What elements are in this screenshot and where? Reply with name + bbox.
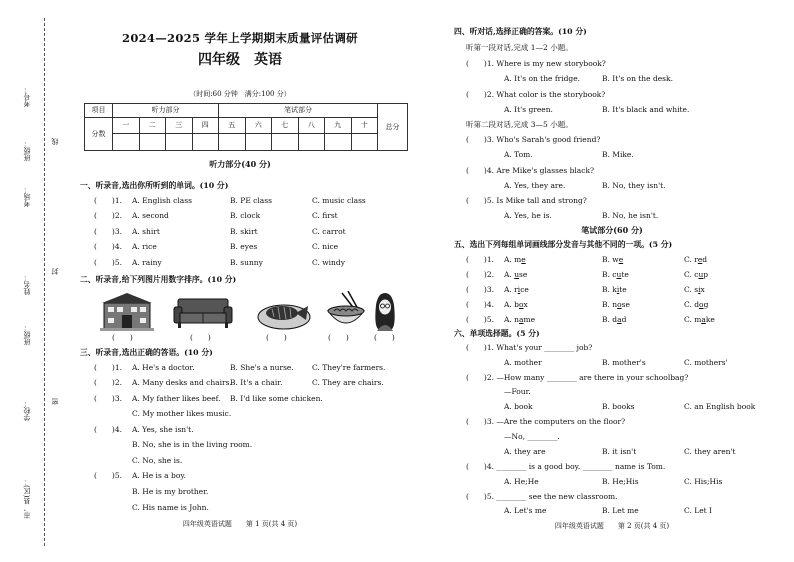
score-cell[interactable] bbox=[351, 134, 378, 151]
q3-option-a: A. Yes, she isn't. bbox=[132, 425, 194, 434]
q6-option-b: B. Let me bbox=[602, 506, 639, 515]
score-cell[interactable] bbox=[139, 134, 166, 151]
q6-option-a: A. book bbox=[504, 402, 533, 411]
noodles-bowl-picture bbox=[326, 291, 366, 331]
q5-item-number: ( )4. bbox=[466, 300, 495, 309]
q5-option-a: A. me bbox=[504, 255, 526, 264]
q5-option-c: C. red bbox=[684, 255, 708, 264]
score-cell[interactable] bbox=[325, 134, 352, 151]
q4-option-b: B. No, he isn't. bbox=[602, 211, 659, 220]
binding-strip bbox=[0, 0, 62, 562]
sofa-picture bbox=[172, 291, 234, 331]
seal-char-secret: 密 bbox=[51, 398, 59, 405]
q6-option-b: B. books bbox=[602, 402, 635, 411]
q1-option-a: A. English class bbox=[132, 196, 192, 205]
score-cell[interactable] bbox=[192, 134, 219, 151]
class-number-field: 班级： bbox=[23, 140, 31, 161]
q6-option-c: C. His;His bbox=[684, 477, 723, 486]
page-2 bbox=[452, 0, 772, 562]
q3-option-a: A. He is a boy. bbox=[132, 471, 186, 480]
exam-title: 2024—2025 学年上学期期末质量评估调研 bbox=[122, 31, 358, 45]
q5-option-a: A. box bbox=[504, 300, 528, 309]
q1-heading: 一、听录音,选出你所听到的单词。(10 分) bbox=[80, 181, 229, 190]
q5-option-b: B. nose bbox=[602, 300, 630, 309]
q6-option-c: C. an English book bbox=[684, 402, 756, 411]
q3-item-number: ( )3. bbox=[94, 394, 123, 403]
q5-option-b: B. we bbox=[602, 255, 624, 264]
q3-item-number: ( )2. bbox=[94, 378, 123, 387]
q4-option-a: A. Yes, they are. bbox=[504, 181, 566, 190]
q4-dialogue-2-instruction: 听第二段对话,完成 3—5 小题。 bbox=[466, 120, 573, 129]
q1-option-b: B. eyes bbox=[230, 242, 258, 251]
q2-answer-paren[interactable]: ( ) bbox=[112, 333, 133, 342]
q3-option-a: A. Many desks and chairs. bbox=[132, 378, 232, 387]
seal-char-line: 线 bbox=[51, 138, 59, 145]
listening-part-title: 听力部分(40 分) bbox=[209, 159, 271, 169]
score-cell[interactable] bbox=[272, 134, 299, 151]
q6-option-a: A. they are bbox=[504, 447, 546, 456]
q3-heading: 三、听录音,选出正确的答语。(10 分) bbox=[80, 348, 213, 357]
q1-option-c: C. nice bbox=[312, 242, 339, 251]
q1-option-c: C. music class bbox=[312, 196, 366, 205]
woman-picture bbox=[370, 291, 400, 331]
written-part-title: 笔试部分(60 分) bbox=[581, 225, 643, 235]
q5-option-b: B. cute bbox=[602, 270, 629, 279]
q4-option-a: A. Yes, he is. bbox=[504, 211, 552, 220]
score-cell[interactable] bbox=[219, 134, 246, 151]
q6-option-c: C. they aren't bbox=[684, 447, 736, 456]
q5-item-number: ( )5. bbox=[466, 315, 495, 324]
binding-cut-line bbox=[44, 18, 45, 546]
page-1 bbox=[78, 0, 402, 562]
q5-heading: 五、选出下列每组单词画线部分发音与其他不同的一项。(5 分) bbox=[454, 240, 673, 249]
score-table-header-written: 笔试部分 bbox=[219, 104, 378, 118]
score-table-col-8: 八 bbox=[298, 118, 325, 134]
page-1-footer: 四年级英语试题 第 1 页(共 4 页) bbox=[182, 520, 298, 528]
score-table-col-5: 五 bbox=[219, 118, 246, 134]
q5-option-c: C. make bbox=[684, 315, 715, 324]
score-table-header-item: 项目 bbox=[85, 104, 113, 118]
q4-option-a: A. It's green. bbox=[504, 105, 553, 114]
q6-option-b: B. He;His bbox=[602, 477, 639, 486]
q5-option-a: A. name bbox=[504, 315, 536, 324]
q3-option-a: A. My father likes beef. bbox=[132, 394, 221, 403]
q4-question: ( )3. Who's Sarah's good friend? bbox=[466, 135, 601, 144]
q2-answer-paren[interactable]: ( ) bbox=[190, 333, 211, 342]
q6-option-b: B. mother's bbox=[602, 358, 646, 367]
q3-option-c: C. His name is John. bbox=[132, 503, 209, 512]
q3-option-b: B. I'd like some chicken. bbox=[230, 394, 323, 403]
school-field: 学校： bbox=[23, 400, 31, 421]
q1-item-number: ( )4. bbox=[94, 242, 123, 251]
exam-subject: 四年级 英语 bbox=[198, 52, 282, 68]
q2-answer-paren[interactable]: ( ) bbox=[374, 333, 395, 342]
score-table-col-1: 一 bbox=[113, 118, 140, 134]
q3-option-b: B. She's a nurse. bbox=[230, 363, 294, 372]
q5-option-c: C. six bbox=[684, 285, 705, 294]
q5-option-b: B. dad bbox=[602, 315, 627, 324]
q1-option-c: C. first bbox=[312, 211, 338, 220]
q1-item-number: ( )3. bbox=[94, 227, 123, 236]
q3-option-b: B. No, she is in the living room. bbox=[132, 440, 253, 449]
q5-option-a: A. rice bbox=[504, 285, 529, 294]
q6-option-a: A. He;He bbox=[504, 477, 539, 486]
exam-room-field: 考场： bbox=[23, 186, 31, 207]
exam-number-field: 考号： bbox=[23, 86, 31, 107]
q1-item-number: ( )5. bbox=[94, 258, 123, 267]
score-table-col-9: 九 bbox=[325, 118, 352, 134]
q4-dialogue-1-instruction: 听第一段对话,完成 1—2 小题。 bbox=[466, 43, 573, 52]
q3-option-b: B. It's a chair. bbox=[230, 378, 283, 387]
q3-option-c: C. They are chairs. bbox=[312, 378, 384, 387]
q2-answer-paren[interactable]: ( ) bbox=[328, 333, 349, 342]
q4-option-b: B. It's on the desk. bbox=[602, 74, 673, 83]
score-table-col-4: 四 bbox=[192, 118, 219, 134]
q6-option-c: C. Let I bbox=[684, 506, 713, 515]
q4-heading: 四、听对话,选择正确的答案。(10 分) bbox=[454, 27, 587, 36]
score-table-col-3: 三 bbox=[166, 118, 193, 134]
score-cell[interactable] bbox=[113, 134, 140, 151]
q4-option-a: A. It's on the fridge. bbox=[504, 74, 581, 83]
q5-item-number: ( )2. bbox=[466, 270, 495, 279]
q4-option-b: B. It's black and white. bbox=[602, 105, 690, 114]
q1-option-b: B. clock bbox=[230, 211, 261, 220]
q6-question: ( )5. ________ see the new classroom. bbox=[466, 492, 618, 501]
q3-item-number: ( )1. bbox=[94, 363, 123, 372]
q1-option-c: C. carrot bbox=[312, 227, 346, 236]
q3-option-b: B. He is my brother. bbox=[132, 487, 209, 496]
q1-option-a: A. rice bbox=[132, 242, 157, 251]
q5-item-number: ( )1. bbox=[466, 255, 495, 264]
q5-option-a: A. use bbox=[504, 270, 528, 279]
q1-item-number: ( )2. bbox=[94, 211, 123, 220]
q4-question: ( )2. What color is the storybook? bbox=[466, 90, 606, 99]
q1-option-a: A. shirt bbox=[132, 227, 160, 236]
name-field: 姓名： bbox=[23, 274, 31, 295]
q6-question-reply: —No, ________. bbox=[504, 432, 560, 441]
q3-option-a: A. He's a doctor. bbox=[132, 363, 195, 372]
q4-question: ( )1. Where is my new storybook? bbox=[466, 59, 606, 68]
q6-option-a: A. Let's me bbox=[504, 506, 547, 515]
q4-option-b: B. Mike. bbox=[602, 150, 634, 159]
q1-option-c: C. windy bbox=[312, 258, 345, 267]
q3-item-number: ( )5. bbox=[94, 471, 123, 480]
score-table-col-2: 二 bbox=[139, 118, 166, 134]
q6-option-b: B. it isn't bbox=[602, 447, 637, 456]
q1-option-b: B. PE class bbox=[230, 196, 272, 205]
score-cell[interactable] bbox=[298, 134, 325, 151]
q6-question: ( )2. —How many ________ are there in your schoolbag? bbox=[466, 373, 689, 382]
score-table-col-6: 六 bbox=[245, 118, 272, 134]
score-table-col-10: 十 bbox=[351, 118, 378, 134]
q6-heading: 六、单项选择题。(5 分) bbox=[454, 329, 540, 338]
score-table-header-total: 总分 bbox=[378, 104, 408, 151]
fish-dish-picture bbox=[256, 291, 312, 331]
q6-question: ( )3. —Are the computers on the floor? bbox=[466, 417, 626, 426]
exam-time-info: （时间:60 分钟 满分:100 分） bbox=[189, 90, 291, 98]
q2-answer-paren[interactable]: ( ) bbox=[266, 333, 287, 342]
q5-option-c: C. dog bbox=[684, 300, 709, 309]
score-table-header-listening: 听力部分 bbox=[113, 104, 219, 118]
city-county-field: 市、县(区)： bbox=[23, 478, 31, 519]
q2-heading: 二、听录音,给下列图片用数字排序。(10 分) bbox=[80, 275, 237, 284]
q5-option-b: B. kite bbox=[602, 285, 627, 294]
q4-option-a: A. Tom. bbox=[504, 150, 533, 159]
q1-option-b: B. sunny bbox=[230, 258, 263, 267]
q5-option-c: C. cup bbox=[684, 270, 709, 279]
class-field: 班级： bbox=[23, 324, 31, 345]
score-table-col-7: 七 bbox=[272, 118, 299, 134]
q6-option-c: C. mothers' bbox=[684, 358, 728, 367]
seal-char-seal: 封 bbox=[51, 268, 59, 275]
score-table bbox=[84, 103, 408, 151]
q1-item-number: ( )1. bbox=[94, 196, 123, 205]
q6-option-a: A. mother bbox=[504, 358, 542, 367]
q5-item-number: ( )3. bbox=[466, 285, 495, 294]
q3-option-c: C. No, she is. bbox=[132, 456, 183, 465]
q3-item-number: ( )4. bbox=[94, 425, 123, 434]
q1-option-a: A. rainy bbox=[132, 258, 162, 267]
q4-question: ( )4. Are Mike's glasses black? bbox=[466, 166, 595, 175]
q1-option-a: A. second bbox=[132, 211, 169, 220]
q3-option-c: C. They're farmers. bbox=[312, 363, 386, 372]
q6-question: ( )1. What's your ________ job? bbox=[466, 343, 593, 352]
q6-question: ( )4. ________ is a good boy. ________ name is Tom. bbox=[466, 462, 666, 471]
q3-option-c: C. My mother likes music. bbox=[132, 409, 232, 418]
score-cell[interactable] bbox=[245, 134, 272, 151]
q4-question: ( )5. Is Mike tall and strong? bbox=[466, 196, 587, 205]
page-2-footer: 四年级英语试题 第 2 页(共 4 页) bbox=[554, 522, 670, 530]
score-cell[interactable] bbox=[166, 134, 193, 151]
q4-option-b: B. No, they isn't. bbox=[602, 181, 666, 190]
school-building-picture bbox=[100, 291, 154, 331]
score-table-score-label: 分数 bbox=[85, 118, 113, 151]
q1-option-b: B. skirt bbox=[230, 227, 258, 236]
q6-question-reply: —Four. bbox=[504, 387, 531, 396]
